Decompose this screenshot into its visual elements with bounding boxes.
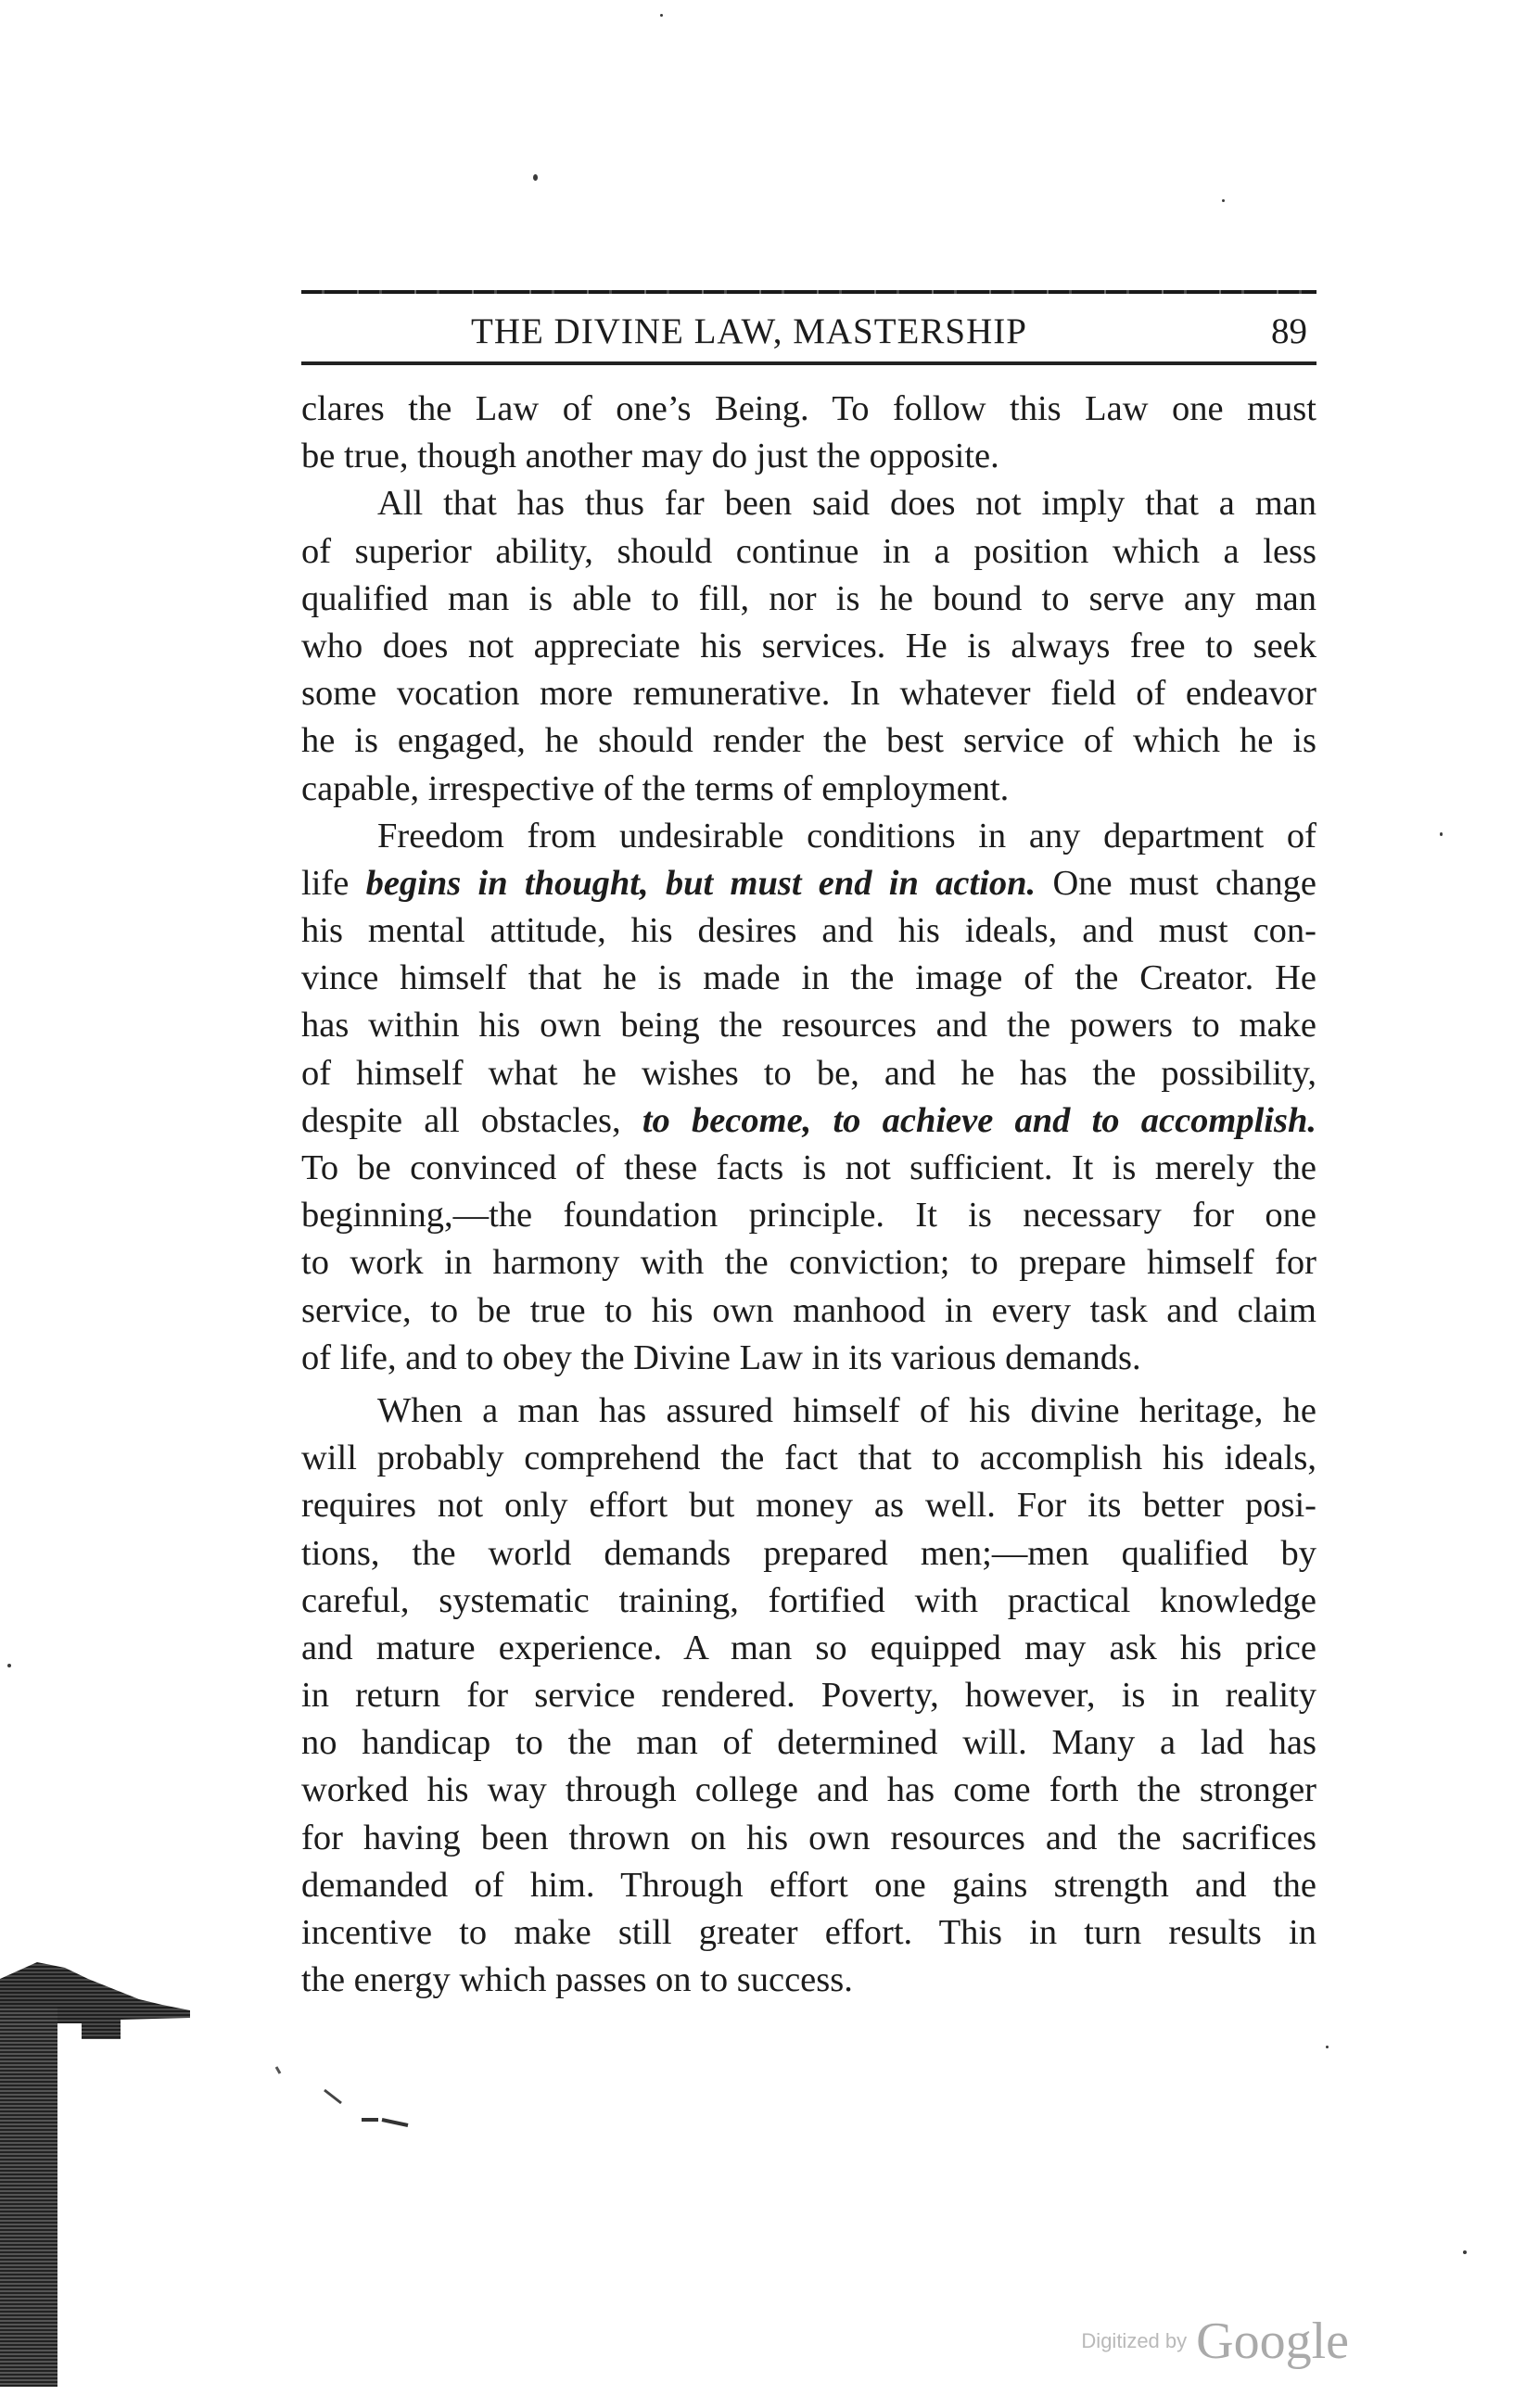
- text-line: the energy which passes on to success.: [301, 1960, 853, 2000]
- scan-artifact: [0, 1951, 195, 2387]
- text-line: All that has thus far been said does not imply that a man: [377, 484, 1316, 524]
- text-line: be true, though another may do just the opposite.: [301, 437, 999, 476]
- text-line: qualified man is able to fill, nor is he bound to serve any man: [301, 578, 1316, 618]
- watermark-prefix: Digitized by: [1081, 2329, 1188, 2352]
- text-run: life: [301, 863, 350, 903]
- scan-artifact-bar: [0, 2007, 57, 2387]
- text-line: of superior ability, should continue in a position which a less: [301, 531, 1316, 571]
- text-run: despite all obstacles,: [301, 1100, 621, 1140]
- text-line: has within his own being the resources and the powers to make: [301, 1006, 1316, 1046]
- watermark-brand-logo: Google: [1196, 2313, 1349, 2370]
- text-line: no handicap to the man of determined will. Many a lad has: [301, 1723, 1316, 1763]
- text-line: his mental attitude, his desires and his ideals, and must con-: [301, 911, 1316, 951]
- scan-speck: [1440, 832, 1443, 836]
- text-line: he is engaged, he should render the best service of which he is: [301, 721, 1316, 761]
- text-line: of life, and to obey the Divine Law in its various demands.: [301, 1337, 1141, 1377]
- text-line: of himself what he wishes to be, and he has the possibility,: [301, 1053, 1316, 1093]
- text-line: clares the Law of one’s Being. To follow this Law one must: [301, 389, 1316, 428]
- scan-speck: [1222, 199, 1225, 202]
- text-line: vince himself that he is made in the image of the Creator. He: [301, 958, 1316, 998]
- text-line: When a man has assured himself of his divine heritage, he: [377, 1390, 1316, 1430]
- text-line: for having been thrown on his own resources and the sacrifices: [301, 1818, 1316, 1857]
- text-line: will probably comprehend the fact that to accomplish his ideals,: [301, 1438, 1316, 1478]
- text-line: and mature experience. A man so equipped may ask his price: [301, 1628, 1316, 1667]
- scan-speck: [1326, 2046, 1329, 2048]
- text-line: tions, the world demands prepared men;—men qualified by: [301, 1533, 1316, 1573]
- text-line: careful, systematic training, fortified with practical knowledge: [301, 1580, 1316, 1620]
- running-head: [301, 306, 1316, 358]
- scan-speck: [1463, 2250, 1467, 2254]
- scan-speck: [533, 174, 538, 181]
- text-line: incentive to make still greater effort. This in turn results in: [301, 1913, 1316, 1952]
- text-line: worked his way through college and has come forth the stronger: [301, 1770, 1316, 1810]
- text-line: [301, 1097, 1316, 1145]
- italic-emphasis: to become, to achieve and to accomplish.: [642, 1100, 1316, 1140]
- text-run: One must change: [1052, 863, 1316, 903]
- text-line: [301, 860, 1316, 907]
- text-line: Freedom from undesirable conditions in any department of: [377, 816, 1316, 855]
- scan-speck: [660, 14, 663, 17]
- text-line: requires not only effort but money as well. For its better posi-: [301, 1486, 1316, 1526]
- text-line: capable, irrespective of the terms of employment.: [301, 768, 1010, 808]
- scan-speck: [7, 1664, 11, 1667]
- text-line: beginning,—the foundation principle. It is necessary for one: [301, 1196, 1316, 1236]
- header-bottom-rule: [301, 361, 1316, 365]
- header-top-rule: [301, 290, 1316, 294]
- scan-specks-lower: [269, 2062, 436, 2146]
- text-line: To be convinced of these facts is not sufficient. It is merely the: [301, 1148, 1316, 1187]
- page-number: 89: [1271, 311, 1307, 351]
- text-line: service, to be true to his own manhood in every task and claim: [301, 1290, 1316, 1330]
- text-line: who does not appreciate his services. He is always free to seek: [301, 626, 1316, 665]
- text-line: some vocation more remunerative. In whatever field of endeavor: [301, 674, 1316, 714]
- text-line: demanded of him. Through effort one gains strength and the: [301, 1865, 1316, 1905]
- text-line: to work in harmony with the conviction; to prepare himself for: [301, 1243, 1316, 1283]
- digitized-by-google-watermark: [1081, 2312, 1349, 2371]
- text-line: in return for service rendered. Poverty, however, is in reality: [301, 1676, 1316, 1716]
- running-title: THE DIVINE LAW, MASTERSHIP: [471, 311, 1027, 351]
- italic-emphasis: begins in thought, but must end in action.: [365, 863, 1037, 903]
- body-text: [301, 386, 1316, 2004]
